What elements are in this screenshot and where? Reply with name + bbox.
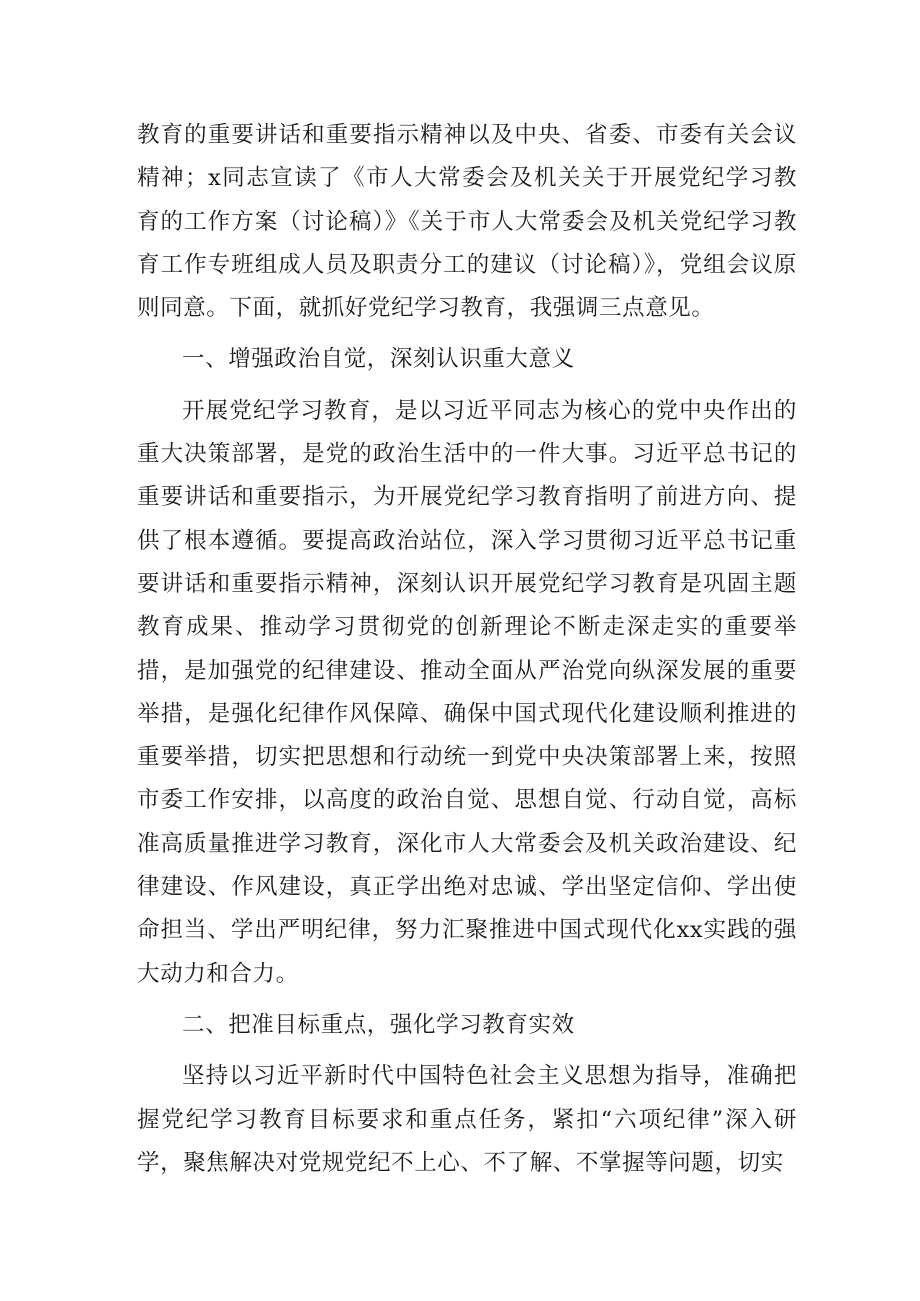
paragraph-intro-continuation: 教育的重要讲话和重要指示精神以及中央、省委、市委有关会议精神；x同志宣读了《市人大常委会及机关关于开展党纪学习教育的工作方案（讨论稿）》《关于市人大常委会及机关党纪学习教育工作专班组成人员及职责分工的建议（讨论稿）》，党组会议原则同意。下面，就抓好党纪学习教育，我强调三点意见。 (137, 122, 797, 322)
paragraph-section-2: 坚持以习近平新时代中国特色社会主义思想为指导，准确把握党纪学习教育目标要求和重点任务，紧扣“六项纪律”深入研学，聚焦解决对党规党纪不上心、不了解、不掌握等问题，切实 (137, 1063, 797, 1176)
section-heading-2: 二、把准目标重点，强化学习教育实效 (182, 1011, 575, 1038)
document-body (137, 114, 797, 1185)
section-heading-1: 一、增强政治自觉，深刻认识重大意义 (182, 346, 575, 373)
paragraph-section-1: 开展党纪学习教育，是以习近平同志为核心的党中央作出的重大决策部署，是党的政治生活中的一件大事。习近平总书记的重要讲话和重要指示，为开展党纪学习教育指明了前进方向、提供了根本遵循。要提高政治站位，深入学习贯彻习近平总书记重要讲话和重要指示精神，深刻认识开展党纪学习教育是巩固主题教育成果、推动学习贯彻党的创新理论不断走深走实的重要举措，是加强党的纪律建设、推动全面从严治党向纵深发展的重要举措，是强化纪律作风保障、确保中国式现代化建设顺利推进的重要举措，切实把思想和行动统一到党中央决策部署上来，按照市委工作安排，以高度的政治自觉、思想自觉、行动自觉，高标准高质量推进学习教育，深化市人大常委会及机关政治建设、纪律建设、作风建设，真正学出绝对忠诚、学出坚定信仰、学出使命担当、学出严明纪律，努力汇聚推进中国式现代化xx实践的强大动力和合力。 (137, 397, 797, 987)
